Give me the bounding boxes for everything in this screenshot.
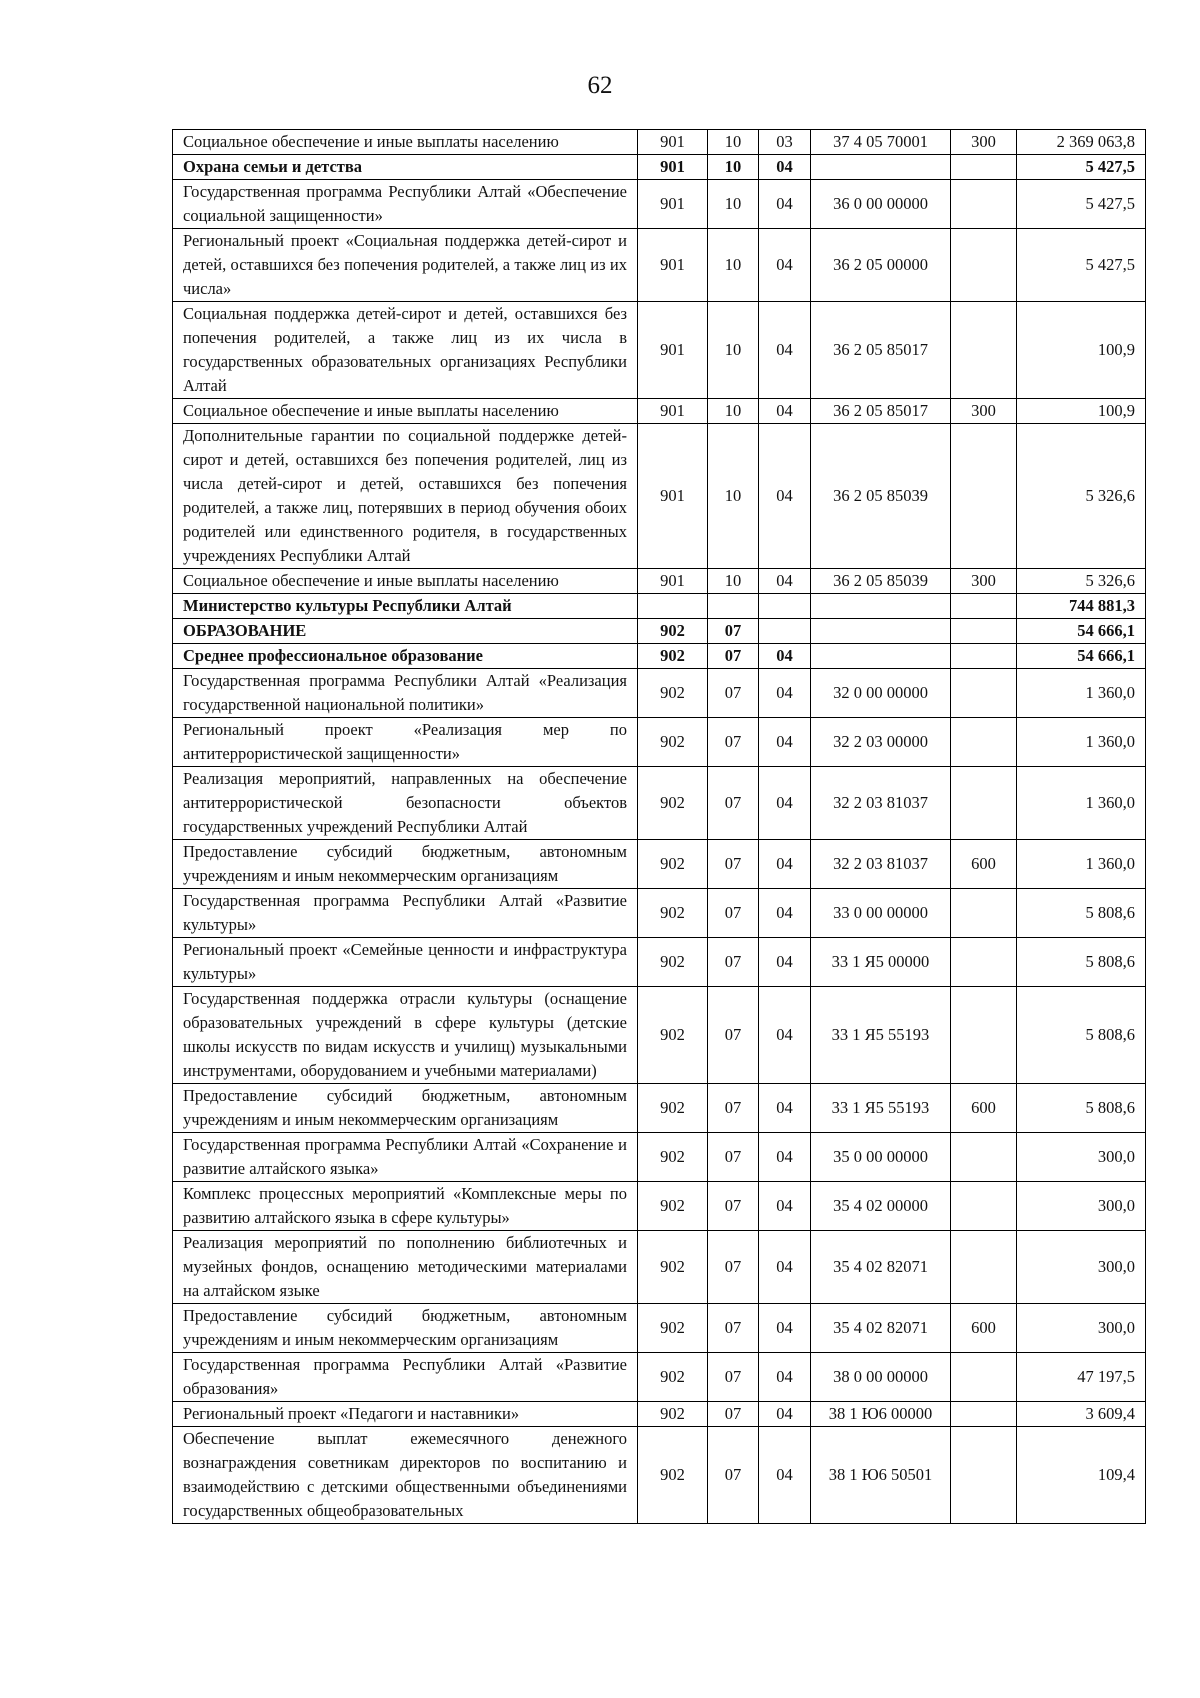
row-target-article-cell: 36 2 05 00000 [811,229,951,302]
row-name-cell: Предоставление субсидий бюджетным, автономным учреждениям и иным некоммерческим организациям [173,1304,638,1353]
row-grbs-cell: 901 [638,302,708,399]
row-grbs-cell: 902 [638,889,708,938]
row-target-article-cell: 38 0 00 00000 [811,1353,951,1402]
row-name-cell: Предоставление субсидий бюджетным, автономным учреждениям и иным некоммерческим организациям [173,1084,638,1133]
table-row [173,399,1146,424]
row-section-cell: 10 [708,302,759,399]
row-amount-cell: 5 427,5 [1017,229,1146,302]
table-row [173,619,1146,644]
row-amount-cell: 100,9 [1017,302,1146,399]
row-expense-type-cell: 300 [951,399,1017,424]
row-section-cell: 07 [708,889,759,938]
row-name-cell: ОБРАЗОВАНИЕ [173,619,638,644]
row-amount-cell: 1 360,0 [1017,718,1146,767]
row-section-cell: 07 [708,987,759,1084]
row-grbs-cell: 902 [638,1231,708,1304]
table-row [173,229,1146,302]
row-target-article-cell: 33 1 Я5 55193 [811,987,951,1084]
row-grbs-cell: 902 [638,718,708,767]
row-subsection-cell: 04 [759,938,811,987]
table-row [173,1353,1146,1402]
row-expense-type-cell [951,1427,1017,1524]
row-expense-type-cell [951,718,1017,767]
row-name-cell: Государственная программа Республики Алтай «Реализация государственной национальной политики» [173,669,638,718]
row-section-cell: 07 [708,1133,759,1182]
row-section-cell: 07 [708,1182,759,1231]
row-grbs-cell: 902 [638,669,708,718]
row-name-cell: Реализация мероприятий, направленных на обеспечение антитеррористической безопасности объектов государственных учреждений Республики Алтай [173,767,638,840]
row-target-article-cell: 35 4 02 82071 [811,1231,951,1304]
row-amount-cell: 5 326,6 [1017,424,1146,569]
row-expense-type-cell [951,302,1017,399]
row-grbs-cell: 902 [638,1427,708,1524]
row-expense-type-cell [951,594,1017,619]
row-amount-cell: 1 360,0 [1017,767,1146,840]
row-name-cell: Социальное обеспечение и иные выплаты населению [173,569,638,594]
row-expense-type-cell [951,889,1017,938]
row-expense-type-cell [951,180,1017,229]
row-target-article-cell: 32 2 03 81037 [811,840,951,889]
row-expense-type-cell [951,1182,1017,1231]
row-section-cell: 07 [708,1084,759,1133]
row-subsection-cell: 04 [759,1353,811,1402]
row-amount-cell: 744 881,3 [1017,594,1146,619]
row-subsection-cell: 04 [759,1231,811,1304]
row-expense-type-cell: 300 [951,130,1017,155]
row-section-cell: 07 [708,1304,759,1353]
row-expense-type-cell [951,1231,1017,1304]
row-subsection-cell [759,594,811,619]
row-name-cell: Реализация мероприятий по пополнению библиотечных и музейных фондов, оснащению методическими материалами на алтайском языке [173,1231,638,1304]
row-target-article-cell: 38 1 Ю6 50501 [811,1427,951,1524]
row-amount-cell: 109,4 [1017,1427,1146,1524]
row-grbs-cell: 901 [638,229,708,302]
row-expense-type-cell [951,229,1017,302]
row-expense-type-cell: 600 [951,840,1017,889]
row-name-cell: Государственная программа Республики Алтай «Обеспечение социальной защищенности» [173,180,638,229]
row-grbs-cell: 902 [638,1402,708,1427]
table-row [173,1402,1146,1427]
row-subsection-cell: 04 [759,644,811,669]
row-amount-cell: 47 197,5 [1017,1353,1146,1402]
page-number: 62 [587,72,613,99]
table-row [173,889,1146,938]
row-name-cell: Региональный проект «Социальная поддержка детей-сирот и детей, оставшихся без попечения родителей, а также лиц из их числа» [173,229,638,302]
row-amount-cell: 300,0 [1017,1133,1146,1182]
table-row [173,569,1146,594]
row-subsection-cell: 04 [759,1304,811,1353]
row-grbs-cell: 901 [638,155,708,180]
row-target-article-cell: 32 0 00 00000 [811,669,951,718]
row-subsection-cell: 04 [759,229,811,302]
row-grbs-cell: 902 [638,938,708,987]
row-expense-type-cell: 600 [951,1084,1017,1133]
row-expense-type-cell [951,669,1017,718]
table-row [173,718,1146,767]
table-row [173,1133,1146,1182]
row-subsection-cell: 04 [759,399,811,424]
row-target-article-cell: 33 0 00 00000 [811,889,951,938]
row-amount-cell: 5 808,6 [1017,889,1146,938]
row-subsection-cell: 04 [759,718,811,767]
budget-table-body [173,130,1146,1524]
row-section-cell: 07 [708,718,759,767]
row-expense-type-cell [951,987,1017,1084]
table-row [173,1182,1146,1231]
row-section-cell: 10 [708,229,759,302]
row-subsection-cell: 03 [759,130,811,155]
row-name-cell: Региональный проект «Реализация мер по антитеррористической защищенности» [173,718,638,767]
row-section-cell: 10 [708,569,759,594]
row-target-article-cell [811,594,951,619]
row-subsection-cell: 04 [759,155,811,180]
table-row [173,1084,1146,1133]
row-amount-cell: 5 808,6 [1017,987,1146,1084]
row-subsection-cell: 04 [759,302,811,399]
row-section-cell: 10 [708,399,759,424]
row-name-cell: Обеспечение выплат ежемесячного денежного вознаграждения советникам директоров по воспитанию и взаимодействию с детскими общественными объединениями государственных общеобразовательных [173,1427,638,1524]
row-grbs-cell: 902 [638,987,708,1084]
row-subsection-cell: 04 [759,1133,811,1182]
row-amount-cell: 5 808,6 [1017,938,1146,987]
row-section-cell: 07 [708,1353,759,1402]
row-name-cell: Охрана семьи и детства [173,155,638,180]
row-grbs-cell: 902 [638,644,708,669]
row-amount-cell: 54 666,1 [1017,644,1146,669]
row-grbs-cell: 901 [638,424,708,569]
table-row [173,1427,1146,1524]
table-row [173,840,1146,889]
row-name-cell: Региональный проект «Педагоги и наставники» [173,1402,638,1427]
row-target-article-cell: 33 1 Я5 55193 [811,1084,951,1133]
row-name-cell: Предоставление субсидий бюджетным, автономным учреждениям и иным некоммерческим организациям [173,840,638,889]
row-expense-type-cell [951,1402,1017,1427]
row-section-cell: 07 [708,1402,759,1427]
row-amount-cell: 2 369 063,8 [1017,130,1146,155]
row-section-cell: 07 [708,938,759,987]
row-target-article-cell: 36 2 05 85017 [811,302,951,399]
row-target-article-cell: 36 0 00 00000 [811,180,951,229]
row-name-cell: Государственная программа Республики Алтай «Развитие культуры» [173,889,638,938]
row-amount-cell: 5 326,6 [1017,569,1146,594]
row-section-cell: 10 [708,180,759,229]
row-name-cell: Региональный проект «Семейные ценности и инфраструктура культуры» [173,938,638,987]
row-subsection-cell: 04 [759,1084,811,1133]
row-target-article-cell [811,619,951,644]
row-subsection-cell: 04 [759,180,811,229]
row-section-cell: 07 [708,1427,759,1524]
row-expense-type-cell [951,644,1017,669]
row-name-cell: Среднее профессиональное образование [173,644,638,669]
row-section-cell: 10 [708,155,759,180]
row-section-cell: 07 [708,619,759,644]
row-section-cell: 07 [708,644,759,669]
table-row [173,669,1146,718]
row-name-cell: Социальная поддержка детей-сирот и детей, оставшихся без попечения родителей, а также лиц из их числа в государственных образовательных организациях Республики Алтай [173,302,638,399]
row-expense-type-cell [951,619,1017,644]
row-amount-cell: 100,9 [1017,399,1146,424]
row-subsection-cell: 04 [759,767,811,840]
row-amount-cell: 3 609,4 [1017,1402,1146,1427]
table-row [173,424,1146,569]
table-row [173,987,1146,1084]
row-subsection-cell: 04 [759,1427,811,1524]
row-expense-type-cell: 600 [951,1304,1017,1353]
row-grbs-cell: 901 [638,130,708,155]
row-grbs-cell: 902 [638,767,708,840]
row-grbs-cell: 902 [638,619,708,644]
row-subsection-cell: 04 [759,424,811,569]
table-row [173,130,1146,155]
row-amount-cell: 5 427,5 [1017,180,1146,229]
row-target-article-cell: 35 4 02 00000 [811,1182,951,1231]
row-target-article-cell: 37 4 05 70001 [811,130,951,155]
row-section-cell [708,594,759,619]
row-expense-type-cell [951,1133,1017,1182]
row-amount-cell: 1 360,0 [1017,840,1146,889]
row-subsection-cell: 04 [759,987,811,1084]
row-section-cell: 07 [708,1231,759,1304]
row-grbs-cell: 902 [638,1182,708,1231]
row-subsection-cell: 04 [759,669,811,718]
row-name-cell: Государственная поддержка отрасли культуры (оснащение образовательных учреждений в сфере культуры (детские школы искусств по видам искусств и училищ) музыкальными инструментами, оборудованием и учебными материалами) [173,987,638,1084]
row-subsection-cell: 04 [759,840,811,889]
row-expense-type-cell [951,1353,1017,1402]
row-grbs-cell: 902 [638,1353,708,1402]
row-name-cell: Государственная программа Республики Алтай «Развитие образования» [173,1353,638,1402]
row-subsection-cell: 04 [759,1182,811,1231]
row-section-cell: 07 [708,840,759,889]
row-section-cell: 07 [708,767,759,840]
row-amount-cell: 300,0 [1017,1231,1146,1304]
row-amount-cell: 5 808,6 [1017,1084,1146,1133]
row-grbs-cell [638,594,708,619]
row-grbs-cell: 902 [638,1133,708,1182]
row-grbs-cell: 901 [638,569,708,594]
table-row [173,1231,1146,1304]
row-amount-cell: 300,0 [1017,1182,1146,1231]
row-amount-cell: 5 427,5 [1017,155,1146,180]
row-section-cell: 10 [708,130,759,155]
row-expense-type-cell: 300 [951,569,1017,594]
table-row [173,1304,1146,1353]
row-section-cell: 07 [708,669,759,718]
row-target-article-cell: 36 2 05 85017 [811,399,951,424]
row-expense-type-cell [951,767,1017,840]
table-row [173,155,1146,180]
table-row [173,302,1146,399]
row-amount-cell: 54 666,1 [1017,619,1146,644]
row-target-article-cell: 36 2 05 85039 [811,569,951,594]
row-target-article-cell: 32 2 03 81037 [811,767,951,840]
row-target-article-cell [811,644,951,669]
table-row [173,180,1146,229]
row-subsection-cell: 04 [759,569,811,594]
row-name-cell: Комплекс процессных мероприятий «Комплексные меры по развитию алтайского языка в сфере культуры» [173,1182,638,1231]
row-expense-type-cell [951,424,1017,569]
row-target-article-cell: 36 2 05 85039 [811,424,951,569]
budget-table [172,129,1146,1524]
table-row [173,644,1146,669]
row-expense-type-cell [951,938,1017,987]
table-row [173,938,1146,987]
row-target-article-cell: 35 4 02 82071 [811,1304,951,1353]
row-target-article-cell: 38 1 Ю6 00000 [811,1402,951,1427]
row-target-article-cell: 33 1 Я5 00000 [811,938,951,987]
row-name-cell: Социальное обеспечение и иные выплаты населению [173,399,638,424]
row-target-article-cell: 35 0 00 00000 [811,1133,951,1182]
row-name-cell: Дополнительные гарантии по социальной поддержке детей-сирот и детей, оставшихся без попечения родителей, лиц из числа детей-сирот и детей, оставшихся без попечения родителей, а также лиц, потерявших в период обучения обоих родителей или единственного родителя, в государственных учреждениях Республики Алтай [173,424,638,569]
row-name-cell: Социальное обеспечение и иные выплаты населению [173,130,638,155]
row-name-cell: Министерство культуры Республики Алтай [173,594,638,619]
row-subsection-cell: 04 [759,889,811,938]
row-grbs-cell: 902 [638,1084,708,1133]
row-amount-cell: 1 360,0 [1017,669,1146,718]
row-subsection-cell [759,619,811,644]
row-grbs-cell: 901 [638,399,708,424]
row-grbs-cell: 901 [638,180,708,229]
row-target-article-cell [811,155,951,180]
row-target-article-cell: 32 2 03 00000 [811,718,951,767]
row-expense-type-cell [951,155,1017,180]
row-section-cell: 10 [708,424,759,569]
row-amount-cell: 300,0 [1017,1304,1146,1353]
row-name-cell: Государственная программа Республики Алтай «Сохранение и развитие алтайского языка» [173,1133,638,1182]
row-grbs-cell: 902 [638,840,708,889]
row-subsection-cell: 04 [759,1402,811,1427]
table-row [173,767,1146,840]
table-row [173,594,1146,619]
row-grbs-cell: 902 [638,1304,708,1353]
